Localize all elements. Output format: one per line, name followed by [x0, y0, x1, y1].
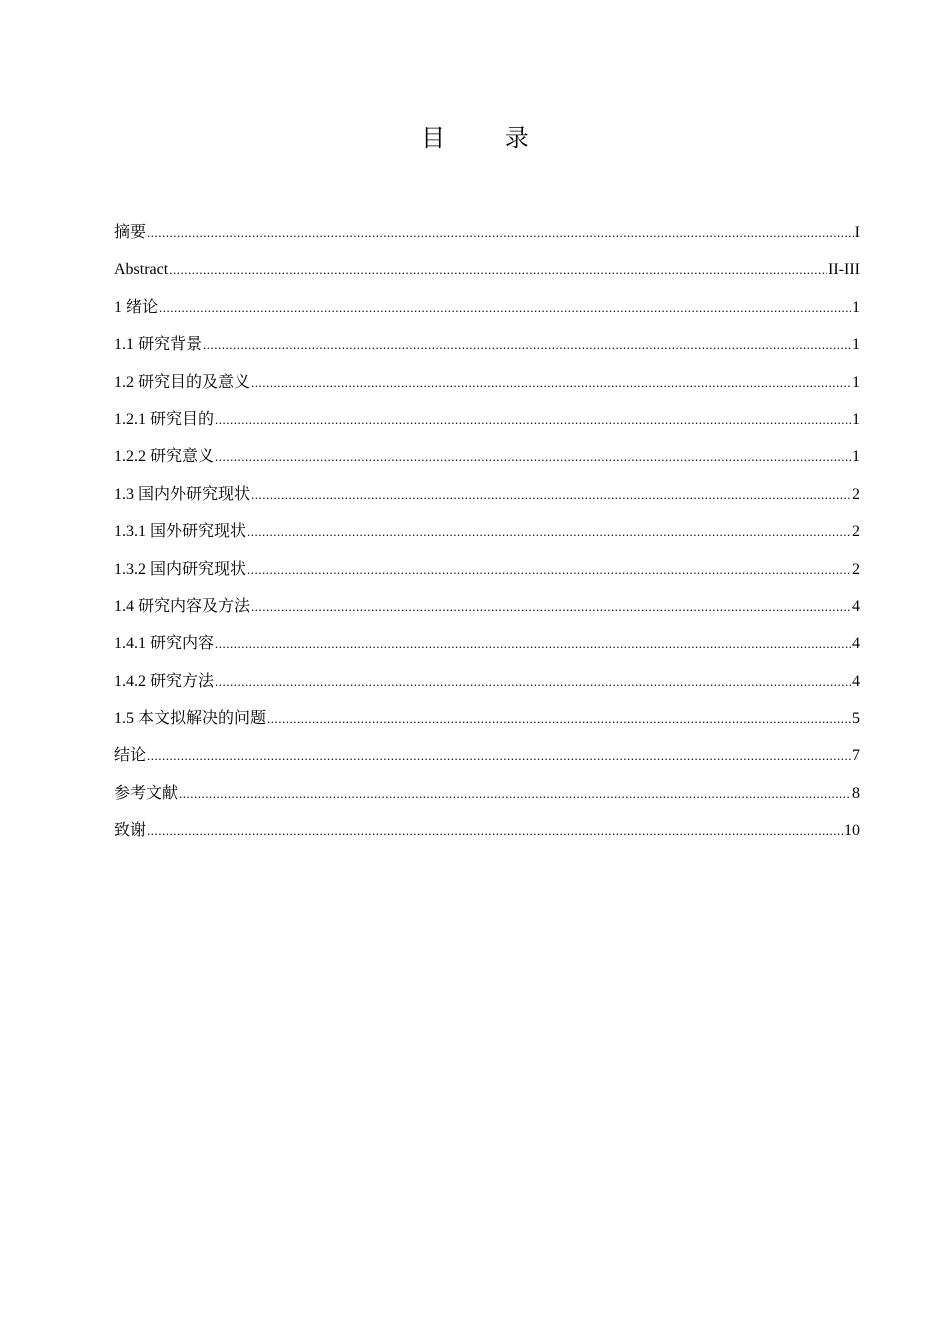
- dot-leader: [215, 663, 851, 700]
- toc-entry-1-1[interactable]: [114, 326, 860, 363]
- toc-entry-1-4-2[interactable]: [114, 663, 860, 700]
- toc-entry-page: 4: [852, 597, 860, 615]
- toc-entry-label: 致谢: [114, 822, 147, 840]
- toc-entry-page: 2: [852, 485, 860, 503]
- dot-leader: [215, 438, 851, 475]
- toc-entry-page: 4: [852, 635, 860, 653]
- dot-leader: [247, 513, 851, 550]
- table-of-contents: [114, 214, 860, 850]
- toc-entry-label: 参考文献: [114, 784, 179, 802]
- toc-entry-page: I: [854, 224, 860, 241]
- toc-entry-page: 7: [852, 747, 860, 765]
- toc-entry-label: 1.4 研究内容及方法: [114, 597, 251, 615]
- toc-entry-label: Abstract: [114, 261, 169, 279]
- toc-entry-abstract-en[interactable]: [114, 251, 860, 288]
- toc-entry-1[interactable]: [114, 289, 860, 326]
- dot-leader: [267, 700, 851, 737]
- dot-leader: [247, 551, 851, 588]
- toc-entry-label: 1.1 研究背景: [114, 336, 203, 354]
- toc-entry-page: 4: [852, 672, 860, 690]
- dot-leader: [179, 775, 851, 812]
- toc-entry-page: 5: [852, 710, 860, 728]
- toc-entry-label: 1.2.2 研究意义: [114, 448, 215, 466]
- toc-entry-label: 1.4.1 研究内容: [114, 635, 215, 653]
- toc-entry-references[interactable]: [114, 775, 860, 812]
- toc-entry-page: 1: [852, 448, 860, 466]
- toc-entry-label: 1.2 研究目的及意义: [114, 373, 251, 391]
- toc-entry-label: 1.4.2 研究方法: [114, 672, 215, 690]
- toc-entry-page: 1: [852, 373, 860, 391]
- toc-entry-page: 1: [852, 298, 860, 316]
- toc-entry-page: 10: [844, 822, 860, 840]
- dot-leader: [159, 289, 851, 326]
- toc-entry-1-3-2[interactable]: [114, 551, 860, 588]
- toc-entry-label: 1.5 本文拟解决的问题: [114, 710, 267, 728]
- dot-leader: [251, 476, 851, 513]
- toc-entry-page: 2: [852, 560, 860, 578]
- toc-entry-page: 2: [852, 523, 860, 541]
- dot-leader: [147, 812, 843, 849]
- dot-leader: [147, 214, 854, 251]
- toc-entry-page: 1: [852, 410, 860, 428]
- toc-entry-conclusion[interactable]: [114, 737, 860, 774]
- toc-entry-label: 1.3.1 国外研究现状: [114, 523, 247, 541]
- dot-leader: [203, 326, 851, 363]
- toc-entry-1-4-1[interactable]: [114, 625, 860, 662]
- toc-entry-acknowledgements[interactable]: [114, 812, 860, 849]
- toc-entry-label: 摘要: [114, 224, 147, 241]
- dot-leader: [147, 737, 851, 774]
- toc-entry-1-2[interactable]: [114, 364, 860, 401]
- toc-entry-1-3[interactable]: [114, 476, 860, 513]
- toc-entry-label: 1.2.1 研究目的: [114, 410, 215, 428]
- toc-entry-label: 1.3 国内外研究现状: [114, 485, 251, 503]
- toc-entry-label: 1 绪论: [114, 298, 159, 316]
- toc-entry-1-2-1[interactable]: [114, 401, 860, 438]
- toc-entry-label: 结论: [114, 747, 147, 765]
- toc-entry-page: 8: [852, 784, 860, 802]
- toc-entry-1-5[interactable]: [114, 700, 860, 737]
- toc-entry-1-4[interactable]: [114, 588, 860, 625]
- toc-entry-page: II-III: [828, 261, 860, 279]
- dot-leader: [251, 588, 851, 625]
- toc-entry-1-3-1[interactable]: [114, 513, 860, 550]
- toc-title: 目 录: [421, 124, 555, 152]
- toc-entry-page: 1: [852, 336, 860, 354]
- toc-entry-1-2-2[interactable]: [114, 438, 860, 475]
- toc-entry-abstract-cn[interactable]: [114, 214, 860, 251]
- dot-leader: [169, 251, 827, 288]
- toc-entry-label: 1.3.2 国内研究现状: [114, 560, 247, 578]
- dot-leader: [215, 625, 851, 662]
- dot-leader: [251, 364, 851, 401]
- dot-leader: [215, 401, 851, 438]
